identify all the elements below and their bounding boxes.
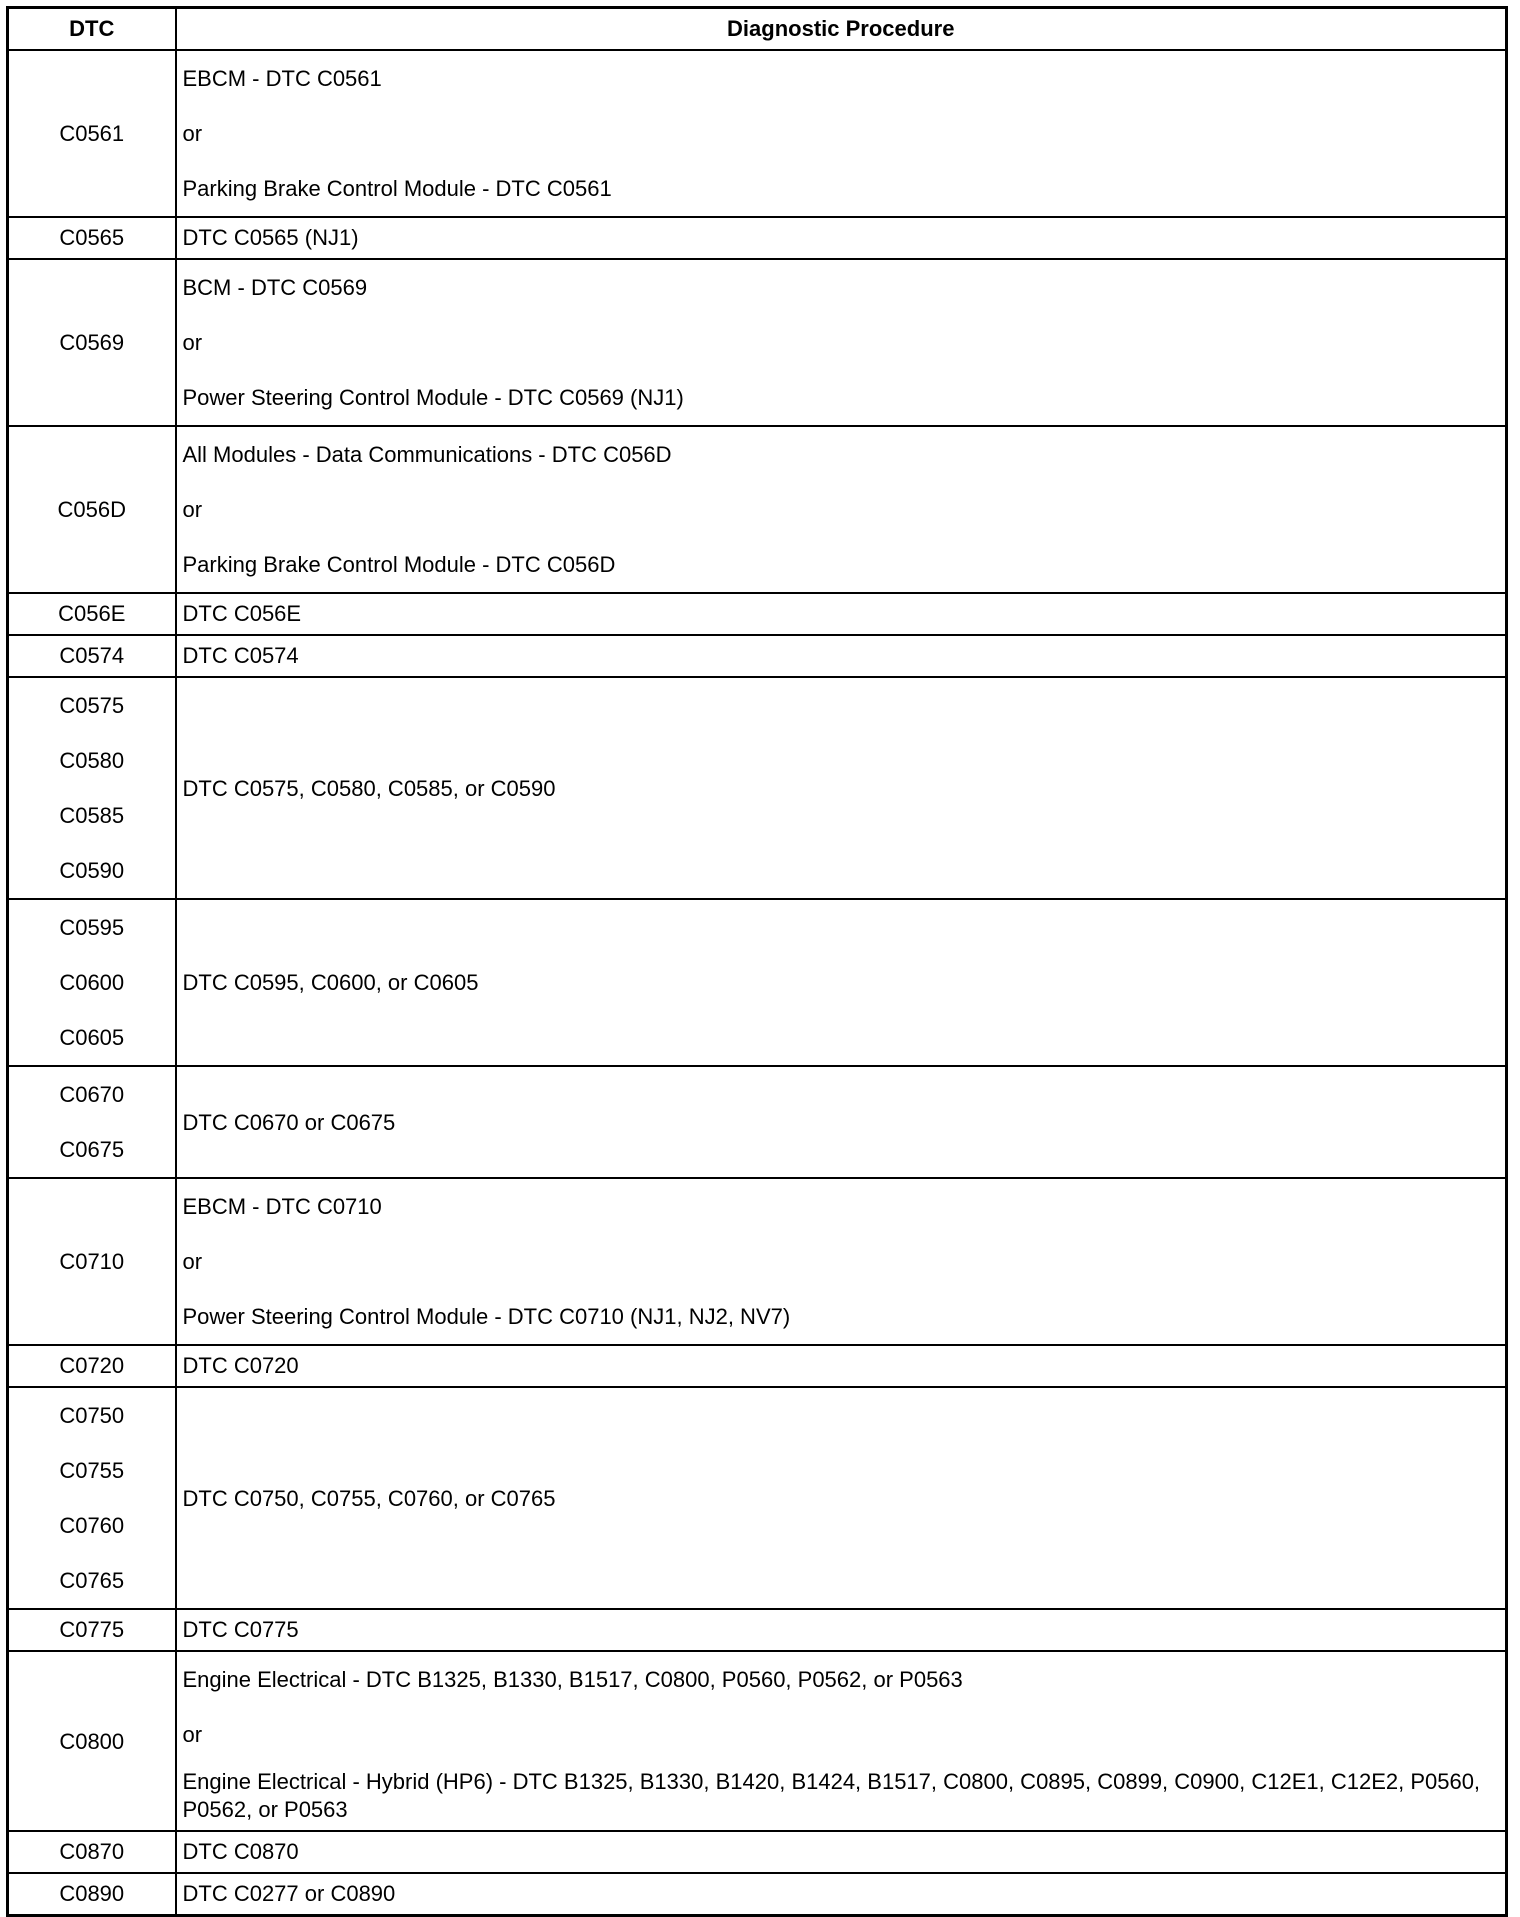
dtc-column-header: DTC bbox=[8, 8, 176, 51]
or-separator: or bbox=[182, 1249, 203, 1274]
procedure-cell bbox=[176, 1066, 1507, 1178]
table-row bbox=[8, 217, 1507, 259]
procedure-link-text[interactable]: Parking Brake Control Module - DTC C0561 bbox=[182, 176, 612, 201]
procedure-cell bbox=[176, 1387, 1507, 1609]
procedure-link-text[interactable]: Engine Electrical - DTC B1325, B1330, B1517, C0800, P0560, P0562, or P0563 bbox=[182, 1667, 963, 1692]
dtc-code-cell bbox=[8, 426, 176, 593]
dtc-code: C0670 bbox=[59, 1082, 125, 1107]
table-row bbox=[8, 1651, 1507, 1831]
dtc-code: C0800 bbox=[59, 1728, 125, 1754]
table-row bbox=[8, 899, 1507, 1066]
procedure-cell bbox=[176, 593, 1507, 635]
or-separator: or bbox=[182, 121, 203, 146]
procedure-link-text[interactable]: DTC C0565 (NJ1) bbox=[182, 225, 359, 250]
dtc-code-cell bbox=[8, 899, 176, 1066]
dtc-code: C0675 bbox=[59, 1137, 125, 1162]
dtc-code: C0595 bbox=[59, 915, 125, 940]
dtc-code: C0775 bbox=[59, 1617, 125, 1642]
table-row bbox=[8, 593, 1507, 635]
dtc-code: C0585 bbox=[59, 803, 125, 828]
table-row bbox=[8, 259, 1507, 426]
dtc-code-cell bbox=[8, 1178, 176, 1345]
dtc-code: C0575 bbox=[59, 693, 125, 718]
table-row bbox=[8, 1345, 1507, 1387]
dtc-code-cell bbox=[8, 593, 176, 635]
procedure-cell bbox=[176, 677, 1507, 899]
procedure-link-text[interactable]: All Modules - Data Communications - DTC C056D bbox=[182, 442, 672, 467]
procedure-link-text[interactable]: DTC C056E bbox=[182, 601, 302, 626]
procedure-cell bbox=[176, 426, 1507, 593]
table-row bbox=[8, 1066, 1507, 1178]
table-row bbox=[8, 50, 1507, 217]
dtc-code: C0580 bbox=[59, 748, 125, 773]
procedure-link-text[interactable]: EBCM - DTC C0710 bbox=[182, 1194, 382, 1219]
procedure-cell bbox=[176, 1609, 1507, 1651]
dtc-code: C0760 bbox=[59, 1513, 125, 1538]
header-row bbox=[8, 8, 1507, 51]
dtc-code-cell bbox=[8, 1345, 176, 1387]
procedure-cell bbox=[176, 1873, 1507, 1916]
procedure-link-text[interactable]: DTC C0775 bbox=[182, 1617, 299, 1642]
dtc-code-cell bbox=[8, 1387, 176, 1609]
table-row bbox=[8, 1873, 1507, 1916]
procedure-link-text[interactable]: Parking Brake Control Module - DTC C056D bbox=[182, 552, 616, 577]
dtc-code-cell bbox=[8, 217, 176, 259]
dtc-code: C056D bbox=[57, 497, 126, 522]
dtc-code-cell bbox=[8, 1609, 176, 1651]
procedure-cell bbox=[176, 1831, 1507, 1873]
procedure-link-text[interactable]: DTC C0670 or C0675 bbox=[182, 1109, 396, 1135]
procedure-link-text[interactable]: BCM - DTC C0569 bbox=[182, 275, 368, 300]
procedure-cell bbox=[176, 217, 1507, 259]
procedure-link-text[interactable]: DTC C0595, C0600, or C0605 bbox=[182, 970, 479, 995]
table-row bbox=[8, 426, 1507, 593]
dtc-code: C0574 bbox=[59, 643, 125, 668]
procedure-column-header: Diagnostic Procedure bbox=[176, 8, 1507, 51]
procedure-cell bbox=[176, 1345, 1507, 1387]
dtc-code-cell bbox=[8, 1831, 176, 1873]
dtc-code: C0590 bbox=[59, 858, 125, 883]
procedure-link-text[interactable]: DTC C0870 bbox=[182, 1839, 299, 1864]
procedure-cell bbox=[176, 259, 1507, 426]
dtc-code-cell bbox=[8, 259, 176, 426]
procedure-link-text[interactable]: Power Steering Control Module - DTC C0710 (NJ1, NJ2, NV7) bbox=[182, 1304, 791, 1329]
table-row bbox=[8, 1609, 1507, 1651]
dtc-code: C0750 bbox=[59, 1403, 125, 1428]
dtc-code: C056E bbox=[58, 601, 126, 626]
dtc-code: C0720 bbox=[59, 1353, 125, 1378]
dtc-code: C0710 bbox=[59, 1249, 125, 1274]
procedure-link-text[interactable]: DTC C0574 bbox=[182, 643, 299, 668]
dtc-code: C0870 bbox=[59, 1839, 125, 1864]
table-row bbox=[8, 677, 1507, 899]
procedure-link-text[interactable]: EBCM - DTC C0561 bbox=[182, 66, 382, 91]
procedure-cell bbox=[176, 50, 1507, 217]
procedure-link-text[interactable]: DTC C0720 bbox=[182, 1353, 299, 1378]
table-row bbox=[8, 1178, 1507, 1345]
dtc-code: C0890 bbox=[59, 1881, 125, 1906]
procedure-link-text[interactable]: DTC C0277 or C0890 bbox=[182, 1881, 396, 1906]
dtc-code-cell bbox=[8, 1873, 176, 1916]
dtc-code-cell bbox=[8, 677, 176, 899]
dtc-code: C0605 bbox=[59, 1025, 125, 1050]
procedure-cell bbox=[176, 1651, 1507, 1831]
dtc-code-cell bbox=[8, 1066, 176, 1178]
dtc-code: C0565 bbox=[59, 225, 125, 250]
or-separator: or bbox=[182, 497, 203, 522]
procedure-link-text[interactable]: Engine Electrical - Hybrid (HP6) - DTC B1325, B1330, B1420, B1424, B1517, C0800, C0895, C0899, C0900, C12E1, C12E2, P0560, P0562, or P0563 bbox=[182, 1769, 1481, 1822]
table-body bbox=[8, 50, 1507, 1916]
procedure-cell bbox=[176, 635, 1507, 677]
dtc-code: C0561 bbox=[59, 121, 125, 146]
or-separator: or bbox=[182, 1722, 203, 1747]
procedure-link-text[interactable]: DTC C0575, C0580, C0585, or C0590 bbox=[182, 775, 556, 801]
procedure-link-text[interactable]: Power Steering Control Module - DTC C0569 (NJ1) bbox=[182, 385, 684, 410]
dtc-code: C0755 bbox=[59, 1458, 125, 1483]
dtc-code: C0765 bbox=[59, 1568, 125, 1593]
dtc-code-cell bbox=[8, 1651, 176, 1831]
table-row bbox=[8, 1387, 1507, 1609]
dtc-table bbox=[6, 6, 1508, 1917]
dtc-code-cell bbox=[8, 635, 176, 677]
table-row bbox=[8, 635, 1507, 677]
procedure-link-text[interactable]: DTC C0750, C0755, C0760, or C0765 bbox=[182, 1485, 556, 1511]
dtc-code-cell bbox=[8, 50, 176, 217]
or-separator: or bbox=[182, 330, 203, 355]
table-row bbox=[8, 1831, 1507, 1873]
procedure-cell bbox=[176, 899, 1507, 1066]
procedure-cell bbox=[176, 1178, 1507, 1345]
dtc-code: C0569 bbox=[59, 330, 125, 355]
dtc-code: C0600 bbox=[59, 970, 125, 995]
